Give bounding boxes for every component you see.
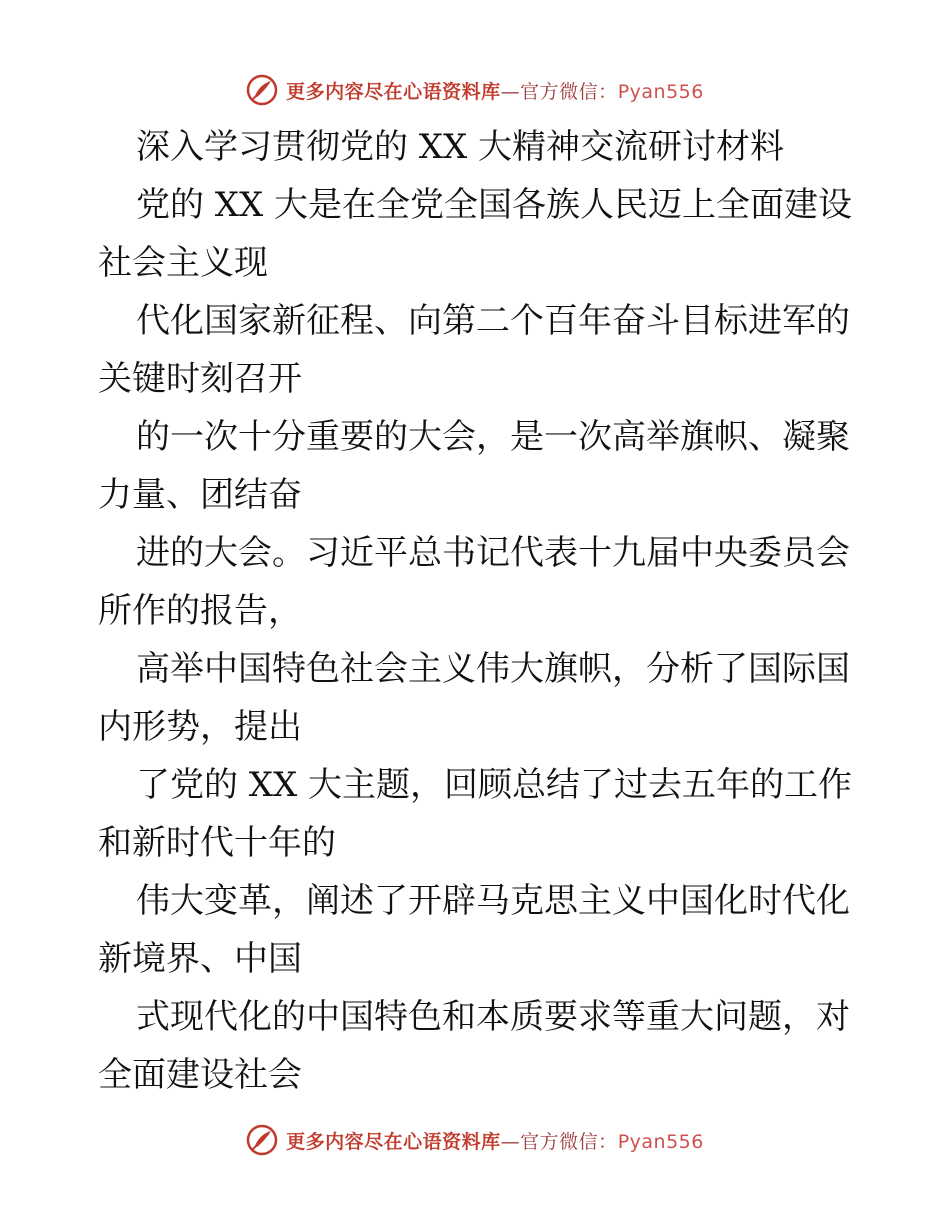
- text-line: 和新时代十年的: [98, 823, 336, 863]
- banner-brand: 更多内容尽在心语资料库: [286, 80, 501, 103]
- text-line: 党的 XX 大是在全党全国各族人民迈上全面建设: [136, 185, 853, 225]
- text-line: 社会主义现: [98, 243, 268, 283]
- text-line: 式现代化的中国特色和本质要求等重大问题，对: [136, 997, 850, 1037]
- text-line: 高举中国特色社会主义伟大旗帜，分析了国际国: [136, 649, 850, 689]
- text-line: 了党的 XX 大主题，回顾总结了过去五年的工作: [136, 765, 853, 805]
- text-line: 伟大变革，阐述了开辟马克思主义中国化时代化: [136, 881, 850, 921]
- text-line: 进的大会。习近平总书记代表十九届中央委员会: [136, 533, 850, 573]
- banner-wechat-label: 官方微信：: [520, 80, 618, 103]
- text-line: 力量、团结奋: [98, 475, 302, 515]
- feather-logo-icon: [246, 74, 278, 106]
- text-line: 的一次十分重要的大会，是一次高举旗帜、凝聚: [136, 417, 850, 457]
- text-line: 内形势，提出: [98, 707, 302, 747]
- banner-separator: —: [500, 80, 521, 103]
- text-line: 所作的报告，: [98, 591, 302, 631]
- text-line: 代化国家新征程、向第二个百年奋斗目标进军的: [136, 301, 850, 341]
- banner-handle: Pyan556: [617, 1130, 704, 1153]
- banner-brand: 更多内容尽在心语资料库: [286, 1130, 501, 1153]
- header-banner: [0, 70, 950, 110]
- banner-wechat-label: 官方微信：: [520, 1130, 618, 1153]
- document-body: [98, 118, 858, 1104]
- banner-text: [286, 1127, 704, 1154]
- banner-handle: Pyan556: [617, 80, 704, 103]
- banner-separator: —: [500, 1130, 521, 1153]
- text-line: 深入学习贯彻党的 XX 大精神交流研讨材料: [136, 127, 785, 167]
- text-line: 关键时刻召开: [98, 359, 302, 399]
- text-line: 新境界、中国: [98, 939, 302, 979]
- banner-text: [286, 77, 704, 104]
- feather-logo-icon: [246, 1124, 278, 1156]
- footer-banner: [0, 1120, 950, 1160]
- text-line: 全面建设社会: [98, 1055, 302, 1095]
